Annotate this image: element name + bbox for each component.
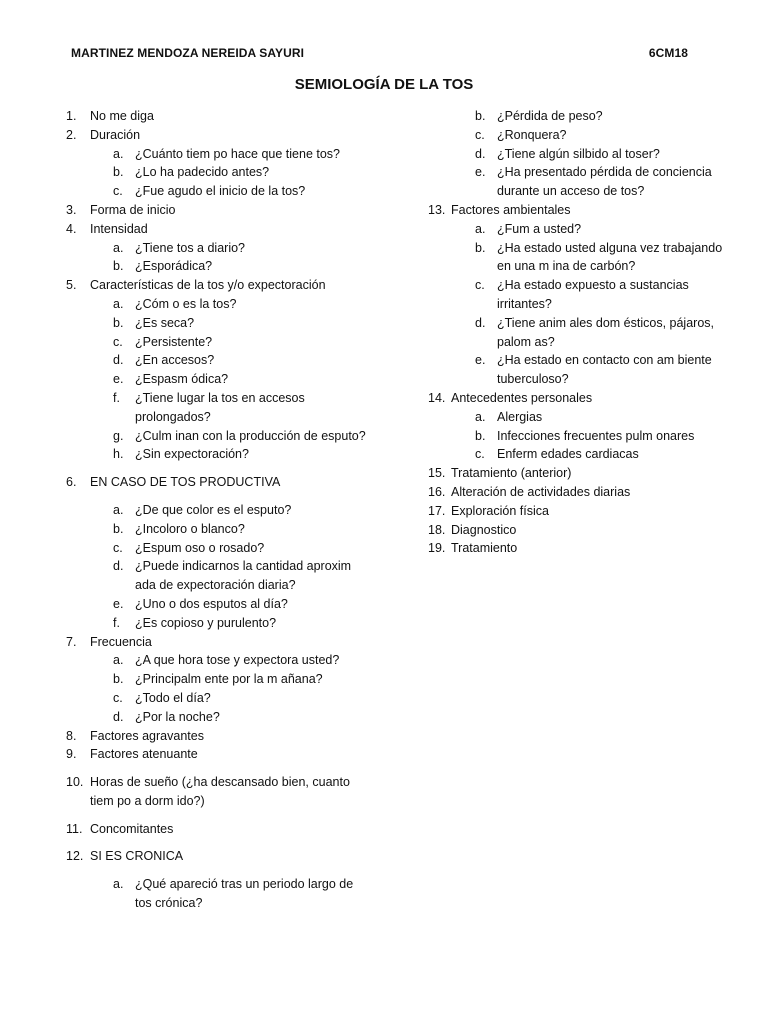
list-item <box>66 727 366 746</box>
sub-item-text: ¿Ronquera? <box>497 127 567 142</box>
sub-item <box>66 670 366 689</box>
sub-item <box>66 145 366 164</box>
sub-item-text: ¿Tiene algún silbido al toser? <box>497 146 660 161</box>
sub-item <box>66 501 366 520</box>
document-title: SEMIOLOGÍA DE LA TOS <box>294 76 474 93</box>
sub-item <box>66 333 366 352</box>
sub-item-letter: b. <box>113 259 124 274</box>
list-item <box>428 483 728 502</box>
sub-item-letter: f. <box>113 615 120 630</box>
sub-item <box>428 276 728 314</box>
item-number: 12. <box>66 849 84 864</box>
sub-item-text: ¿Culm inan con la producción de esputo? <box>135 428 366 443</box>
sub-item-text: ¿Uno o dos esputos al día? <box>135 596 288 611</box>
sub-item-text: ¿Puede indicarnos la cantidad aproxim ada de expectoración diaria? <box>135 559 352 593</box>
sub-item-letter: c. <box>113 690 123 705</box>
sub-item-text: ¿Persistente? <box>135 334 213 349</box>
sub-item-letter: c. <box>475 447 485 462</box>
sub-item-text: ¿Por la noche? <box>135 709 220 724</box>
sub-item-text: ¿Lo ha padecido antes? <box>135 165 270 180</box>
sub-item <box>428 220 728 239</box>
sub-item-text: ¿Es copioso y purulento? <box>135 615 277 630</box>
item-text: Duración <box>90 127 141 142</box>
sub-item-letter: e. <box>113 372 124 387</box>
list-item <box>66 773 366 811</box>
sub-item-text: Enferm edades cardiacas <box>497 447 639 462</box>
item-number: 15. <box>428 466 446 481</box>
sub-item-letter: e. <box>475 165 486 180</box>
sub-item-letter: d. <box>475 315 486 330</box>
right-column <box>428 107 728 558</box>
sub-item-text: ¿Pérdida de peso? <box>497 109 603 123</box>
list-item <box>66 473 366 492</box>
sub-item-letter: a. <box>113 296 124 311</box>
list-item <box>66 745 366 764</box>
item-text: Exploración física <box>451 503 549 518</box>
list-item <box>428 464 728 483</box>
list-item <box>66 220 366 239</box>
item-number: 2. <box>66 127 77 142</box>
item-number: 11. <box>66 821 83 836</box>
item-text: Concomitantes <box>90 821 174 836</box>
sub-item <box>66 295 366 314</box>
sub-item <box>66 389 366 427</box>
sub-item <box>66 520 366 539</box>
sub-item-text: ¿De que color es el esputo? <box>135 502 292 517</box>
item-text: Frecuencia <box>90 634 152 649</box>
item-text: Alteración de actividades diarias <box>451 484 631 499</box>
sub-item-letter: b. <box>475 109 486 123</box>
sub-item-text: Infecciones frecuentes pulm onares <box>497 428 695 443</box>
sub-item-letter: c. <box>113 540 123 555</box>
sub-item-text: ¿Espasm ódica? <box>135 372 229 387</box>
list-item <box>66 276 366 295</box>
sub-item-letter: a. <box>475 409 486 424</box>
sub-item-text: ¿Esporádica? <box>135 259 213 274</box>
sub-item-text: ¿Sin expectoración? <box>135 447 249 462</box>
left-column <box>66 107 366 913</box>
item-number: 5. <box>66 278 77 293</box>
sub-item-letter: a. <box>113 146 124 161</box>
sub-item <box>66 539 366 558</box>
item-text: EN CASO DE TOS PRODUCTIVA <box>90 475 281 490</box>
sub-item <box>428 351 728 389</box>
sub-item-letter: d. <box>475 146 486 161</box>
item-text: Diagnostico <box>451 522 517 537</box>
sub-item <box>66 182 366 201</box>
list-item <box>428 389 728 408</box>
sub-item <box>428 107 728 126</box>
item-number: 9. <box>66 747 77 762</box>
sub-item-letter: b. <box>113 165 124 180</box>
item-number: 16. <box>428 484 446 499</box>
item-number: 14. <box>428 390 446 405</box>
sub-item-text: ¿Espum oso o rosado? <box>135 540 265 555</box>
sub-item-text: ¿Todo el día? <box>135 690 211 705</box>
sub-item-letter: c. <box>113 184 123 199</box>
list-item <box>428 502 728 521</box>
sub-item <box>66 427 366 446</box>
sub-item-text: ¿Fum a usted? <box>497 221 582 236</box>
sub-item <box>66 314 366 333</box>
list-item <box>428 201 728 220</box>
sub-item <box>66 351 366 370</box>
sub-item-text: ¿Es seca? <box>135 315 195 330</box>
list-item <box>428 539 728 558</box>
item-number: 1. <box>66 109 77 123</box>
sub-item-letter: a. <box>113 502 124 517</box>
sub-item <box>66 370 366 389</box>
sub-item-text: ¿En accesos? <box>135 353 215 368</box>
item-number: 17. <box>428 503 446 518</box>
sub-item <box>66 557 366 595</box>
list-item <box>428 521 728 540</box>
sub-item-letter: h. <box>113 447 124 462</box>
item-number: 4. <box>66 221 77 236</box>
list-item <box>66 107 366 126</box>
item-text: Tratamiento <box>451 541 518 556</box>
item-number: 3. <box>66 202 77 217</box>
sub-item-letter: b. <box>113 521 124 536</box>
sub-item-letter: d. <box>113 353 124 368</box>
sub-item <box>66 445 366 464</box>
sub-item-letter: g. <box>113 428 124 443</box>
sub-item <box>428 314 728 352</box>
item-text: Factores atenuante <box>90 747 198 762</box>
sub-item-letter: b. <box>113 315 124 330</box>
sub-item-text: ¿Tiene lugar la tos en accesos prolongados? <box>135 390 305 424</box>
sub-item-text: ¿Ha estado en contacto con am biente tuberculoso? <box>497 353 712 387</box>
sub-item <box>428 163 728 201</box>
item-number: 10. <box>66 775 84 790</box>
list-item <box>66 847 366 866</box>
list-item <box>66 633 366 652</box>
sub-item <box>428 408 728 427</box>
sub-item <box>66 595 366 614</box>
sub-item <box>428 145 728 164</box>
author-name: MARTINEZ MENDOZA NEREIDA SAYURI <box>71 46 305 60</box>
item-text: Horas de sueño (¿ha descansado bien, cuanto tiem po a dorm ido?) <box>90 775 350 808</box>
sub-item-text: Alergias <box>497 409 543 424</box>
sub-item <box>428 427 728 446</box>
sub-item-text: ¿Qué apareció tras un periodo largo de tos crónica? <box>135 877 354 911</box>
sub-item-letter: c. <box>113 334 123 349</box>
sub-item-letter: e. <box>475 353 486 368</box>
group-code: 6CM18 <box>648 46 688 60</box>
list-item <box>66 201 366 220</box>
sub-item <box>428 126 728 145</box>
sub-item-text: ¿Fue agudo el inicio de la tos? <box>135 184 306 199</box>
item-text: Forma de inicio <box>90 202 176 217</box>
sub-item-letter: b. <box>113 672 124 687</box>
list-item <box>66 820 366 839</box>
sub-item-letter: b. <box>475 428 486 443</box>
item-number: 18. <box>428 522 446 537</box>
sub-item <box>66 257 366 276</box>
sub-item <box>66 875 366 913</box>
sub-item-text: ¿Tiene tos a diario? <box>135 240 246 255</box>
item-text: Intensidad <box>90 221 148 236</box>
sub-item <box>66 239 366 258</box>
item-number: 7. <box>66 634 77 649</box>
sub-item-letter: c. <box>475 127 485 142</box>
sub-item-letter: e. <box>113 596 124 611</box>
sub-item-text: ¿Cuánto tiem po hace que tiene tos? <box>135 146 340 161</box>
sub-item-text: ¿Cóm o es la tos? <box>135 296 237 311</box>
sub-item-letter: f. <box>113 390 120 405</box>
sub-item-text: ¿Tiene anim ales dom ésticos, pájaros, palom as? <box>497 315 714 349</box>
item-number: 13. <box>428 202 446 217</box>
sub-item-text: ¿Ha estado usted alguna vez trabajando en una m ina de carbón? <box>497 240 723 274</box>
item-text: Tratamiento (anterior) <box>451 466 572 481</box>
item-text: Factores agravantes <box>90 728 204 743</box>
sub-item <box>428 239 728 277</box>
sub-item <box>428 445 728 464</box>
item-number: 19. <box>428 541 446 556</box>
sub-item-letter: a. <box>113 240 124 255</box>
item-number: 6. <box>66 475 77 490</box>
sub-item <box>66 689 366 708</box>
sub-item <box>66 708 366 727</box>
sub-item-letter: a. <box>113 877 124 892</box>
sub-item-text: ¿Incoloro o blanco? <box>135 521 245 536</box>
item-text: SI ES CRONICA <box>90 849 184 864</box>
sub-item-text: ¿Principalm ente por la m añana? <box>135 672 323 687</box>
sub-item-text: ¿A que hora tose y expectora usted? <box>135 653 340 668</box>
sub-item <box>66 163 366 182</box>
item-text: Antecedentes personales <box>451 390 593 405</box>
sub-item-text: ¿Ha presentado pérdida de conciencia durante un acceso de tos? <box>497 165 712 199</box>
sub-item <box>66 614 366 633</box>
item-text: No me diga <box>90 109 154 123</box>
sub-item-letter: a. <box>113 653 124 668</box>
item-number: 8. <box>66 728 77 743</box>
item-text: Factores ambientales <box>451 202 571 217</box>
sub-item-letter: a. <box>475 221 486 236</box>
sub-item <box>66 651 366 670</box>
sub-item-letter: b. <box>475 240 486 255</box>
sub-item-letter: d. <box>113 709 124 724</box>
list-item <box>66 126 366 145</box>
sub-item-letter: d. <box>113 559 124 574</box>
item-text: Características de la tos y/o expectoración <box>90 278 326 293</box>
sub-item-text: ¿Ha estado expuesto a sustancias irritantes? <box>497 278 689 311</box>
sub-item-letter: c. <box>475 278 485 293</box>
